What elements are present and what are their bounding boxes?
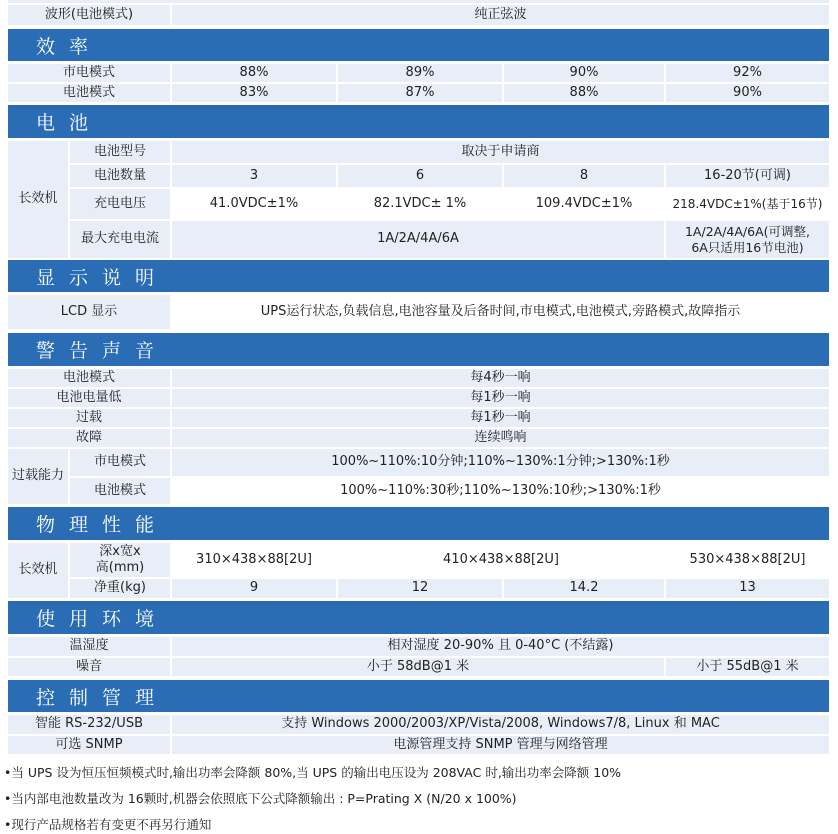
footnote: •当内部电池数量改为 16颗时,机器会依照底下公式降额输出 : P=Prating X (N/20 x 100%) [4, 791, 517, 806]
noise-label: 噪音 [8, 658, 170, 676]
efficiency-cell: 90% [504, 64, 664, 82]
battery-current-last-line2: 6A只适用16节电池) [691, 239, 804, 255]
efficiency-row-label: 市电模式 [8, 64, 170, 82]
overload-row-label: 市电模式 [70, 449, 170, 476]
alarm-row-value: 连续鸣响 [172, 429, 829, 447]
section-header-control: 控制管理 [8, 680, 829, 712]
noise-value-2: 小于 55dB@1 米 [666, 658, 829, 676]
battery-count-cell: 6 [338, 165, 502, 187]
battery-voltage-label: 充电电压 [70, 189, 170, 219]
battery-voltage-cell: 82.1VDC± 1% [338, 189, 502, 219]
footnote: •当 UPS 设为恒压恒频模式时,输出功率会降额 80%,当 UPS 的输出电压设为 208VAC 时,输出功率会降额 10% [4, 765, 622, 780]
efficiency-cell: 88% [172, 64, 336, 82]
physical-dim-label [70, 543, 170, 577]
battery-voltage-cell: 41.0VDC±1% [172, 189, 336, 219]
section-header-display: 显示说明 [8, 260, 829, 292]
battery-count-label: 电池数量 [70, 165, 170, 187]
section-header-battery: 电池 [8, 105, 829, 138]
battery-group-label: 长效机 [8, 141, 68, 258]
physical-weight-cell: 13 [666, 579, 829, 598]
overload-row-value: 100%~110%:30秒;110%~130%:10秒;>130%:1秒 [172, 478, 829, 504]
control-row-value: 支持 Windows 2000/2003/XP/Vista/2008, Windows7/8, Linux 和 MAC [172, 715, 829, 734]
battery-current-value: 1A/2A/4A/6A [172, 221, 664, 258]
control-row-label: 智能 RS-232/USB [8, 715, 170, 734]
top-divider [8, 0, 829, 3]
efficiency-cell: 90% [666, 84, 829, 102]
overload-group-label: 过载能力 [8, 449, 68, 504]
efficiency-cell: 89% [338, 64, 502, 82]
control-row-label: 可选 SNMP [8, 736, 170, 754]
noise-value-1: 小于 58dB@1 米 [172, 658, 664, 676]
waveform-value: 纯正弦波 [172, 5, 829, 25]
battery-current-label: 最大充电电流 [70, 221, 170, 258]
battery-current-last-line1: 1A/2A/4A/6A(可调整, [684, 223, 810, 239]
physical-dim-cell: 410×438×88[2U] [338, 543, 664, 577]
battery-voltage-cell: 109.4VDC±1% [504, 189, 664, 219]
humidity-label: 温湿度 [8, 637, 170, 656]
efficiency-cell: 83% [172, 84, 336, 102]
alarm-row-value: 每1秒一响 [172, 409, 829, 427]
waveform-label: 波形(电池模式) [8, 5, 170, 25]
physical-dim-cell: 530×438×88[2U] [666, 543, 829, 577]
alarm-row-label: 过载 [8, 409, 170, 427]
humidity-value: 相对湿度 20-90% 且 0-40°C (不结露) [172, 637, 829, 656]
physical-weight-cell: 9 [172, 579, 336, 598]
physical-dim-cell: 310×438×88[2U] [172, 543, 336, 577]
battery-type-value: 取决于申请商 [172, 141, 829, 163]
physical-dim-label-line2: 高(mm) [95, 560, 145, 575]
battery-type-label: 电池型号 [70, 141, 170, 163]
footnote: •现行产品规格若有变更不再另行通知 [4, 817, 212, 832]
physical-group-label: 长效机 [8, 543, 68, 598]
battery-count-cell: 3 [172, 165, 336, 187]
alarm-row-value: 每4秒一响 [172, 369, 829, 387]
overload-row-label: 电池模式 [70, 478, 170, 504]
alarm-row-label: 电池模式 [8, 369, 170, 387]
section-header-physical: 物理性能 [8, 507, 829, 540]
physical-weight-cell: 12 [338, 579, 502, 598]
alarm-row-label: 电池电量低 [8, 389, 170, 407]
efficiency-row-label: 电池模式 [8, 84, 170, 102]
battery-voltage-cell: 218.4VDC±1%(基于16节) [666, 189, 829, 219]
alarm-row-label: 故障 [8, 429, 170, 447]
efficiency-cell: 87% [338, 84, 502, 102]
display-value: UPS运行状态,负载信息,电池容量及后备时间,市电模式,电池模式,旁路模式,故障指示 [172, 295, 829, 329]
physical-dim-label-line1: 深x宽x [99, 543, 141, 559]
physical-weight-cell: 14.2 [504, 579, 664, 598]
section-header-environment: 使用环境 [8, 601, 829, 634]
physical-weight-label: 净重(kg) [70, 579, 170, 598]
overload-row-value: 100%~110%:10分钟;110%~130%:1分钟;>130%:1秒 [172, 449, 829, 476]
display-label: LCD 显示 [8, 295, 170, 329]
control-row-value: 电源管理支持 SNMP 管理与网络管理 [172, 736, 829, 754]
battery-current-last [666, 221, 829, 258]
alarm-row-value: 每1秒一响 [172, 389, 829, 407]
efficiency-cell: 88% [504, 84, 664, 102]
battery-count-cell: 16-20节(可调) [666, 165, 829, 187]
efficiency-cell: 92% [666, 64, 829, 82]
section-header-efficiency: 效率 [8, 29, 829, 61]
section-header-alarm: 警告声音 [8, 333, 829, 366]
battery-count-cell: 8 [504, 165, 664, 187]
